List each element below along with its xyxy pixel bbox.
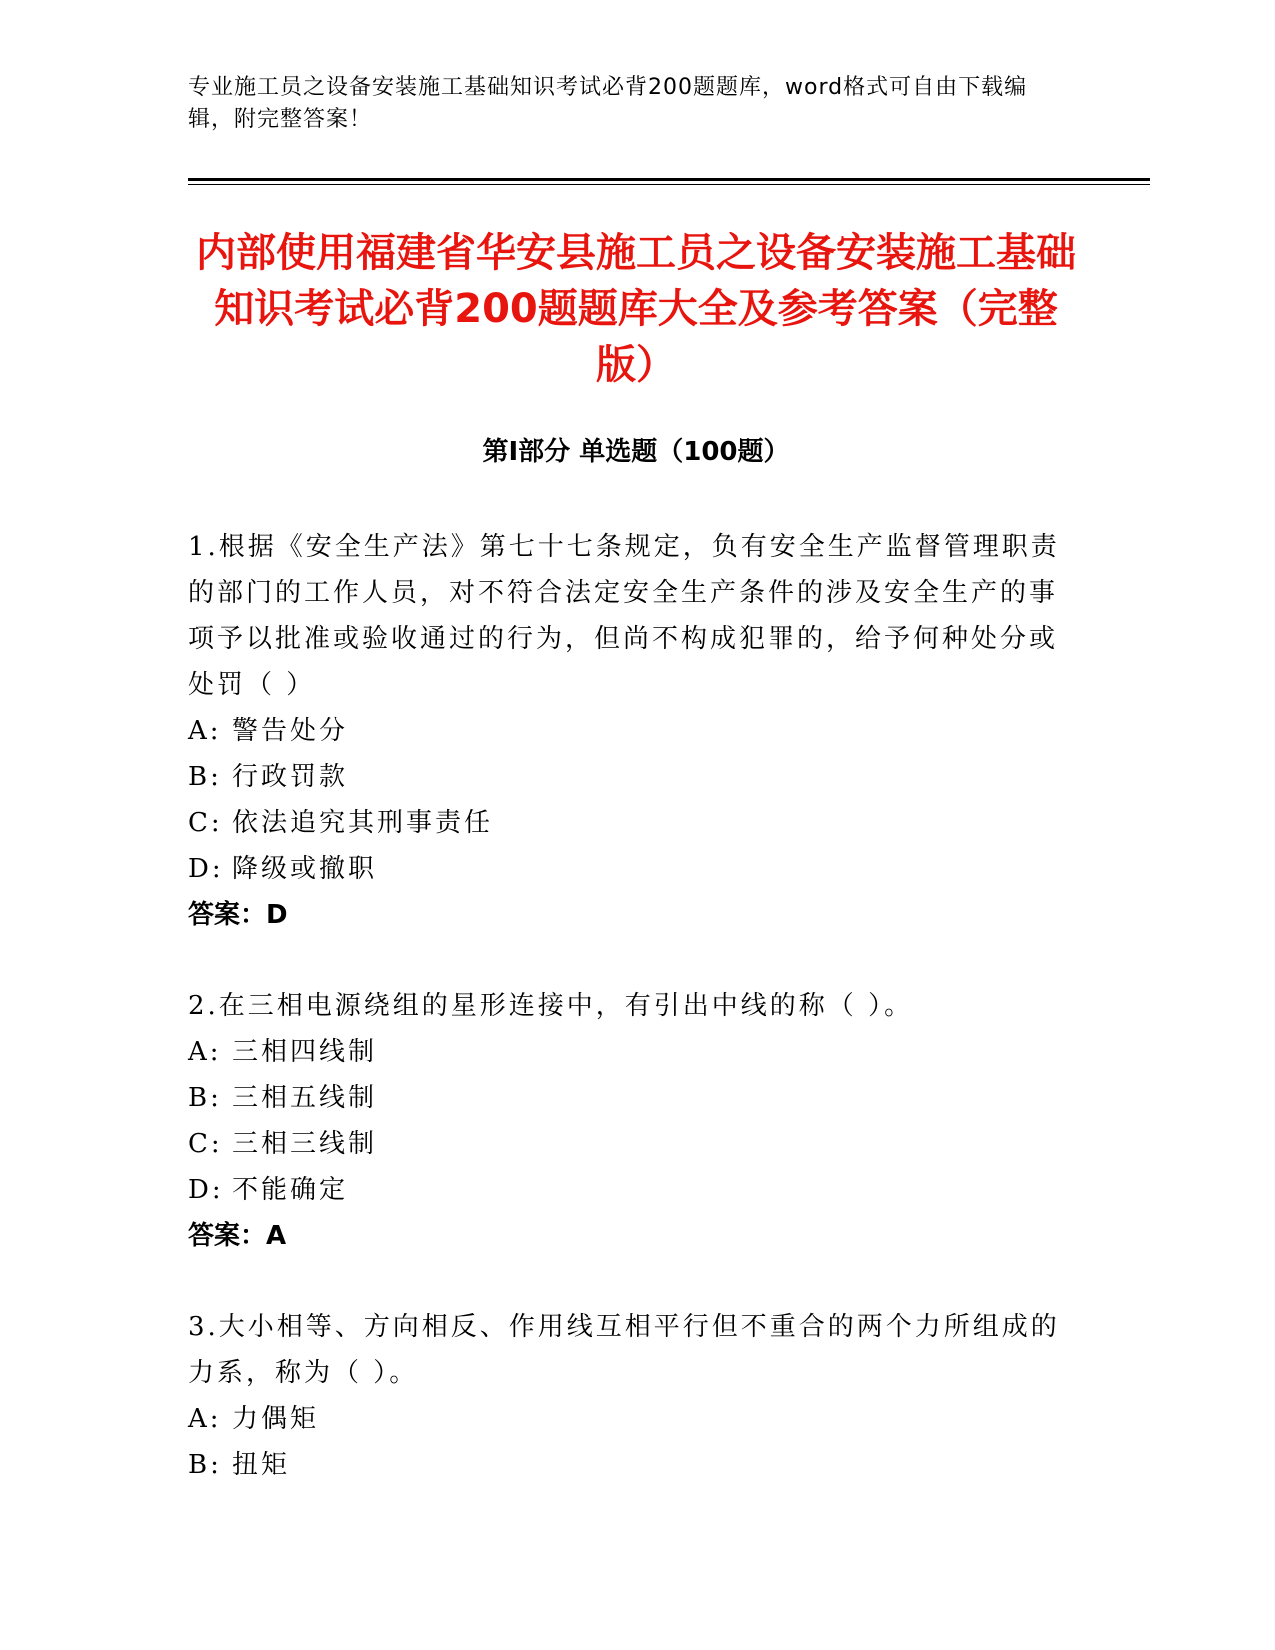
question-list	[188, 524, 1068, 1533]
option-text: 警告处分	[232, 716, 349, 746]
option-text: 三相四线制	[232, 1037, 378, 1067]
option-letter: D:	[188, 1175, 224, 1205]
option-b	[188, 754, 1068, 800]
option-text: 行政罚款	[232, 762, 349, 792]
option-b	[188, 1442, 1068, 1488]
document-title: 内部使用福建省华安县施工员之设备安装施工基础知识考试必背200题题库大全及参考答案（完整版）	[196, 230, 1076, 388]
answer-line: 答案：D	[188, 900, 288, 930]
option-letter: B:	[188, 762, 222, 792]
header-rule-thin	[188, 184, 1150, 185]
question-1	[188, 524, 1068, 938]
option-text: 三相三线制	[232, 1129, 378, 1159]
option-b	[188, 1075, 1068, 1121]
option-d	[188, 846, 1068, 892]
option-letter: C:	[188, 1129, 223, 1159]
option-letter: A:	[188, 716, 222, 746]
option-letter: C:	[188, 808, 223, 838]
header-note: 专业施工员之设备安装施工基础知识考试必背200题题库，word格式可自由下载编辑，附完整答案！	[188, 75, 1028, 132]
section-heading: 第I部分 单选题（100题）	[482, 437, 790, 467]
option-a	[188, 1396, 1068, 1442]
option-a	[188, 708, 1068, 754]
option-text: 三相五线制	[232, 1083, 378, 1113]
option-letter: D:	[188, 854, 224, 884]
option-d	[188, 1167, 1068, 1213]
header-rule-thick	[188, 178, 1150, 181]
answer-line: 答案：A	[188, 1221, 287, 1251]
option-text: 扭矩	[232, 1450, 291, 1480]
option-text: 力偶矩	[232, 1404, 320, 1434]
option-letter: A:	[188, 1037, 222, 1067]
option-text: 依法追究其刑事责任	[232, 808, 494, 838]
option-letter: B:	[188, 1083, 222, 1113]
question-2	[188, 983, 1068, 1259]
option-text: 不能确定	[232, 1175, 349, 1205]
option-a	[188, 1029, 1068, 1075]
option-text: 降级或撤职	[232, 854, 378, 884]
option-letter: A:	[188, 1404, 222, 1434]
option-c	[188, 1121, 1068, 1167]
option-letter: B:	[188, 1450, 222, 1480]
question-3	[188, 1304, 1068, 1488]
question-stem: 1.根据《安全生产法》第七十七条规定，负有安全生产监督管理职责的部门的工作人员，对不符合法定安全生产条件的涉及安全生产的事项予以批准或验收通过的行为，但尚不构成犯罪的，给予何种处分或处罚（ ）	[188, 532, 1060, 700]
option-c	[188, 800, 1068, 846]
question-stem: 2.在三相电源绕组的星形连接中，有引出中线的称（ ）。	[188, 991, 914, 1021]
question-stem: 3.大小相等、方向相反、作用线互相平行但不重合的两个力所组成的力系，称为（ ）。	[188, 1312, 1060, 1388]
